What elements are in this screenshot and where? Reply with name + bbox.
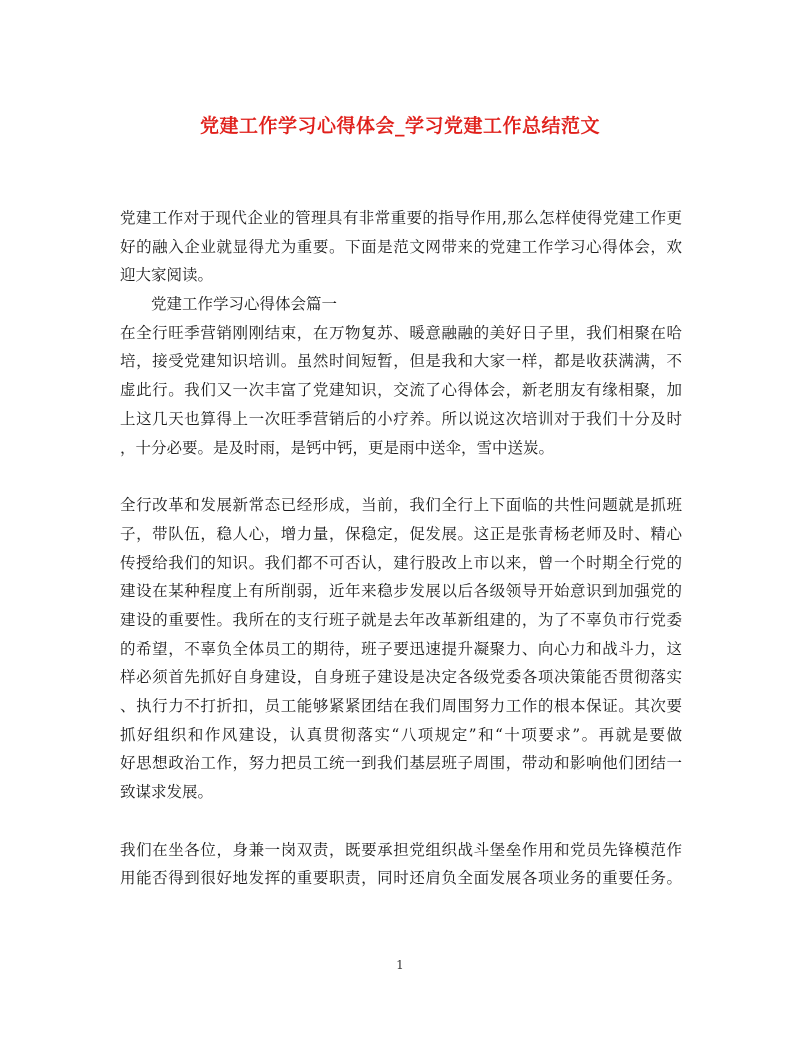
text-line: 好的融入企业就显得尤为重要。下面是范文网带来的党建工作学习心得体会，欢: [120, 237, 682, 256]
text-line: 全行改革和发展新常态已经形成，当前，我们全行上下面临的共性问题就是抓班: [120, 496, 682, 515]
text-line: 、执行力不打折扣，员工能够紧紧团结在我们周围努力工作的根本保证。其次要: [120, 697, 682, 715]
text-line: 用能否得到很好地发挥的重要职责，同时还肩负全面发展各项业务的重要任务。: [120, 869, 682, 888]
page-number: 1: [396, 958, 404, 972]
text-line: 党建工作对于现代企业的管理具有非常重要的指导作用,那么怎样使得党建工作更: [120, 209, 682, 227]
text-line: 致谋求发展。: [120, 783, 214, 802]
text-line: 在全行旺季营销刚刚结束，在万物复苏、暖意融融的美好日子里，我们相聚在哈: [120, 323, 682, 342]
text-line: 培，接受党建知识培训。虽然时间短暂，但是我和大家一样，都是收获满满，不: [120, 352, 682, 371]
text-line: 迎大家阅读。: [120, 266, 214, 285]
text-line: 建设在某种程度上有所削弱，近年来稳步发展以后各级领导开始意识到加强党的: [120, 582, 682, 601]
text-line: 虚此行。我们又一次丰富了党建知识，交流了心得体会，新老朋友有缘相聚，加: [120, 381, 682, 400]
section-heading: 党建工作学习心得体会篇一: [151, 295, 338, 314]
text-line: 子，带队伍，稳人心，增力量，保稳定，促发展。这正是张青杨老师及时、精心: [120, 524, 682, 543]
intro-paragraph: [120, 204, 682, 290]
text-line: ，十分必要。是及时雨，是钙中钙，更是雨中送伞，雪中送炭。: [120, 438, 555, 457]
text-line: 上这几天也算得上一次旺季营销后的小疗养。所以说这次培训对于我们十分及时: [120, 409, 682, 428]
document-body: [120, 204, 682, 893]
text-line: 的希望，不辜负全体员工的期待，班子要迅速提升凝聚力、向心力和战斗力，这: [120, 639, 682, 658]
paragraph-spacer: [120, 462, 682, 491]
text-line: 样必须首先抓好自身建设，自身班子建设是决定各级党委各项决策能否贯彻落实: [120, 668, 682, 687]
paragraph-2: [120, 491, 682, 807]
text-line: 抓好组织和作风建设，认真贯彻落实“八项规定”和“十项要求”。再就是要做: [120, 725, 682, 744]
text-line: 我们在坐各位，身兼一岗双责，既要承担党组织战斗堡垒作用和党员先锋模范作: [120, 840, 682, 859]
text-line: 好思想政治工作，努力把员工统一到我们基层班子周围，带动和影响他们团结一: [120, 754, 682, 773]
paragraph-1: [120, 319, 682, 462]
paragraph-spacer: [120, 807, 682, 836]
text-line: 建设的重要性。我所在的支行班子就是去年改革新组建的，为了不辜负市行党委: [120, 610, 682, 629]
text-line: 传授给我们的知识。我们都不可否认，建行股改上市以来，曾一个时期全行党的: [120, 553, 682, 572]
document-title: 党建工作学习心得体会_学习党建工作总结范文: [199, 115, 600, 137]
paragraph-3: [120, 836, 682, 893]
